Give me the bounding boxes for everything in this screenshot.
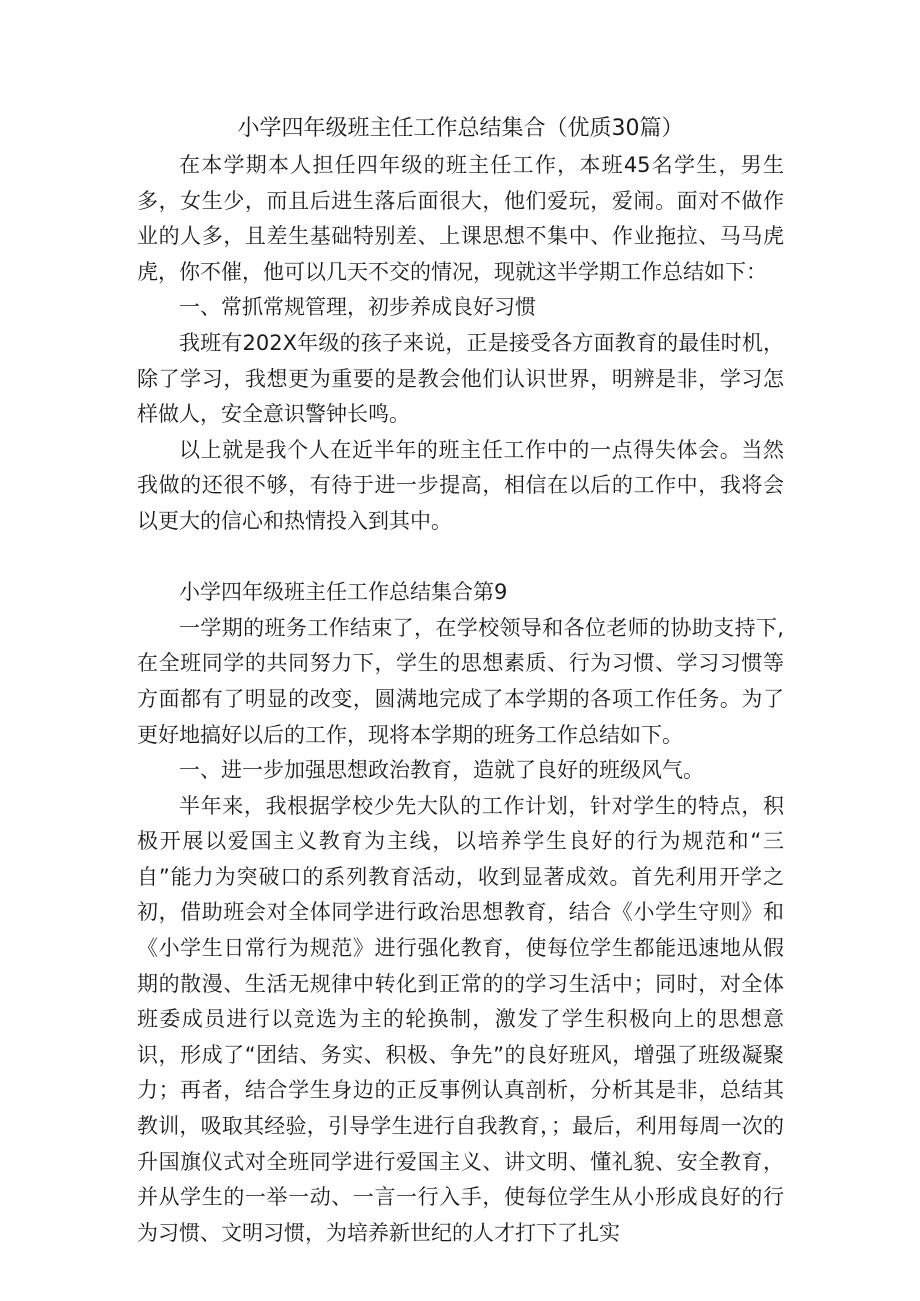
document-body <box>137 110 784 1251</box>
paragraph-half-year-work: 半年来，我根据学校少先大队的工作计划，针对学生的特点，积极开展以爱国主义教育为主线，以培养学生良好的行为规范和“三自”能力为突破口的系列教育活动，收到显著成效。首先利用开学之初，借助班会对全体同学进行政治思想教育，结合《小学生守则》和《小学生日常行为规范》进行强化教育，使每位学生都能迅速地从假期的散漫、生活无规律中转化到正常的的学习生活中；同时，对全体班委成员进行以竞选为主的轮换制，激发了学生积极向上的思想意识，形成了“团结、务实、积极、争先”的良好班风，增强了班级凝聚力；再者，结合学生身边的正反事例认真剖析，分析其是非，总结其教训，吸取其经验，引导学生进行自我教育，；最后，利用每周一次的升国旗仪式对全班同学进行爱国主义、讲文明、懂礼貌、安全教育，并从学生的一举一动、一言一行入手，使每位学生从小形成良好的行为习惯、文明习惯，为培养新世纪的人才打下了扎实 <box>137 793 784 1245</box>
paragraph-semester-summary: 一学期的班务工作结束了，在学校领导和各位老师的协助支持下,在全班同学的共同努力下，学生的思想素质、行为习惯、学习习惯等方面都有了明显的改变，圆满地完成了本学期的各项工作任务。为了更好地搞好以后的工作，现将本学期的班务工作总结如下。 <box>137 615 784 747</box>
paragraph-spacer <box>137 540 784 576</box>
section-heading-routine-management: 一、常抓常规管理，初步养成良好习惯 <box>179 295 536 320</box>
section-heading-political-education: 一、进一步加强思想政治教育，造就了良好的班级风气。 <box>179 758 704 783</box>
paragraph-class-education: 我班有202X年级的孩子来说，正是接受各方面教育的最佳时机，除了学习，我想更为重要的是教会他们认识世界，明辨是非，学习怎样做人，安全意识警钟长鸣。 <box>137 330 784 427</box>
document-title: 小学四年级班主任工作总结集合（优质30篇） <box>237 116 684 141</box>
paragraph-conclusion: 以上就是我个人在近半年的班主任工作中的一点得失体会。当然我做的还很不够，有待于进一步提高，相信在以后的工作中，我将会以更大的信心和热情投入到其中。 <box>137 437 784 533</box>
article-subtitle: 小学四年级班主任工作总结集合第9 <box>179 580 508 605</box>
paragraph-intro: 在本学期本人担任四年级的班主任工作，本班45名学生，男生多，女生少，而且后进生落后面很大，他们爱玩，爱闹。面对不做作业的人多，且差生基础特别差、上课思想不集中、作业拖拉、马马虎虎，你不催，他可以几天不交的情况，现就这半学期工作总结如下： <box>137 153 784 284</box>
